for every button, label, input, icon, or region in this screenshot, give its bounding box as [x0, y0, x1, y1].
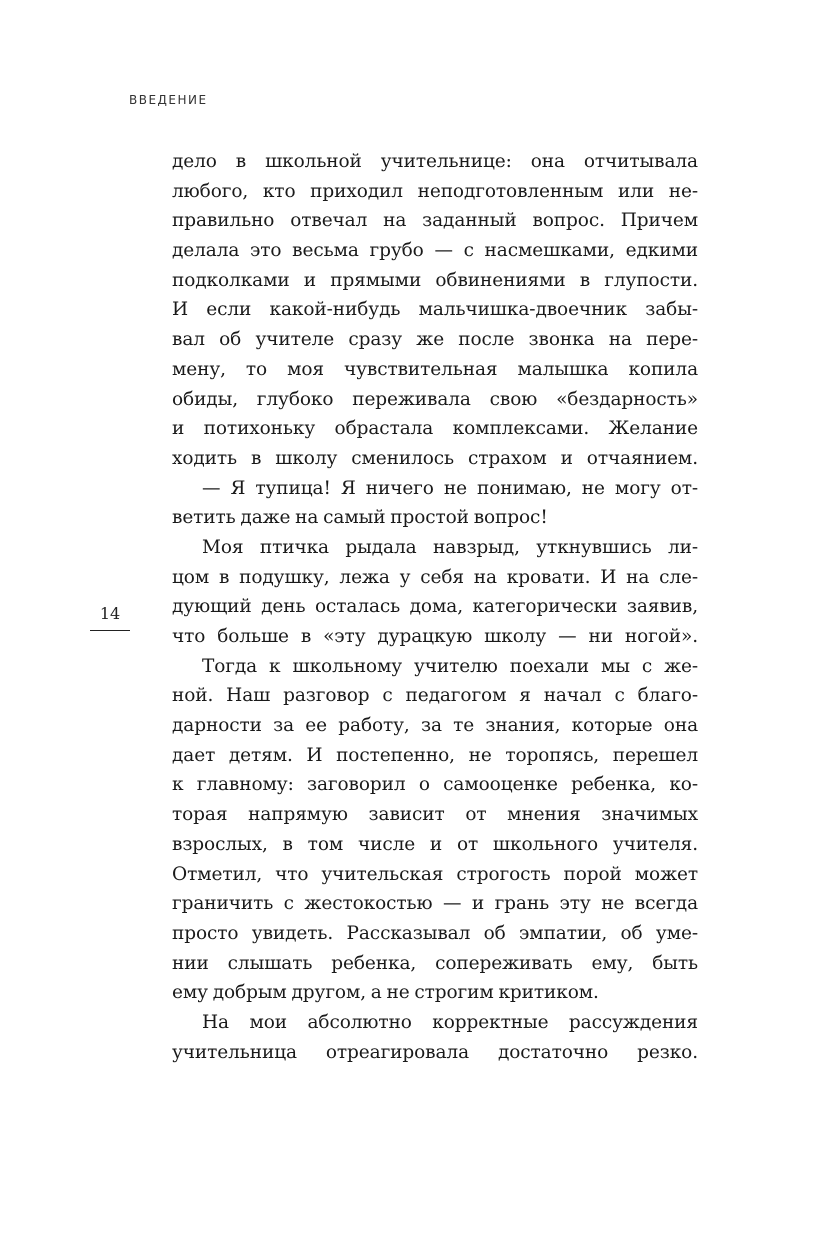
- text-line: просто увидеть. Рассказывал об эмпатии, об уме-: [172, 922, 698, 944]
- text-line: цом в подушку, лежа у себя на кровати. И на сле-: [172, 566, 698, 588]
- text-line: обиды, глубоко переживала свою «бездарность»: [172, 388, 698, 410]
- running-head: ВВЕДЕНИЕ: [129, 93, 208, 107]
- text-line: Тогда к школьному учителю поехали мы с же-: [202, 655, 698, 677]
- text-line: и потихоньку обрастала комплексами. Желание: [172, 418, 698, 440]
- text-line: На мои абсолютно корректные рассуждения: [202, 1011, 698, 1033]
- text-line: делала это весьма грубо — с насмешками, едкими: [172, 240, 698, 262]
- text-line: ходить в школу сменилось страхом и отчаянием.: [172, 447, 698, 469]
- text-line: взрослых, в том числе и от школьного учителя.: [172, 833, 698, 855]
- text-line: ной. Наш разговор с педагогом я начал с благо-: [172, 685, 698, 707]
- text-line: подколками и прямыми обвинениями в глупости.: [172, 269, 698, 291]
- text-line: ветить даже на самый простой вопрос!: [172, 507, 548, 529]
- text-line: любого, кто приходил неподготовленным или не-: [172, 180, 698, 202]
- text-line: нии слышать ребенка, сопереживать ему, быть: [172, 952, 698, 974]
- body-text: [172, 147, 698, 1067]
- text-line: вал об учителе сразу же после звонка на пере-: [172, 329, 698, 351]
- text-line: торая напрямую зависит от мнения значимых: [172, 804, 698, 826]
- text-line: — Я тупица! Я ничего не понимаю, не могу от-: [202, 477, 698, 499]
- text-line: к главному: заговорил о самооценке ребенка, ко-: [172, 774, 698, 796]
- text-line: Отметил, что учительская строгость порой может: [172, 863, 698, 885]
- text-line: дарности за ее работу, за те знания, которые она: [172, 715, 698, 737]
- text-line: дает детям. И постепенно, не торопясь, перешел: [172, 744, 698, 766]
- text-line: правильно отвечал на заданный вопрос. Причем: [172, 210, 698, 232]
- text-line: граничить с жестокостью — и грань эту не всегда: [172, 893, 698, 915]
- text-line: дующий день осталась дома, категорически заявив,: [172, 596, 698, 618]
- text-line: мену, то моя чувствительная малышка копила: [172, 358, 698, 380]
- text-line: учительница отреагировала достаточно резко.: [172, 1041, 698, 1063]
- text-line: Моя птичка рыдала навзрыд, уткнувшись ли-: [202, 536, 698, 558]
- text-line: И если какой-нибудь мальчишка-двоечник забы-: [172, 299, 698, 321]
- text-line: что больше в «эту дурацкую школу — ни ногой».: [172, 626, 698, 647]
- text-line: дело в школьной учительнице: она отчитывала: [172, 151, 698, 172]
- page-number: 14: [90, 600, 130, 631]
- text-line: ему добрым другом, а не строгим критиком.: [172, 982, 599, 1004]
